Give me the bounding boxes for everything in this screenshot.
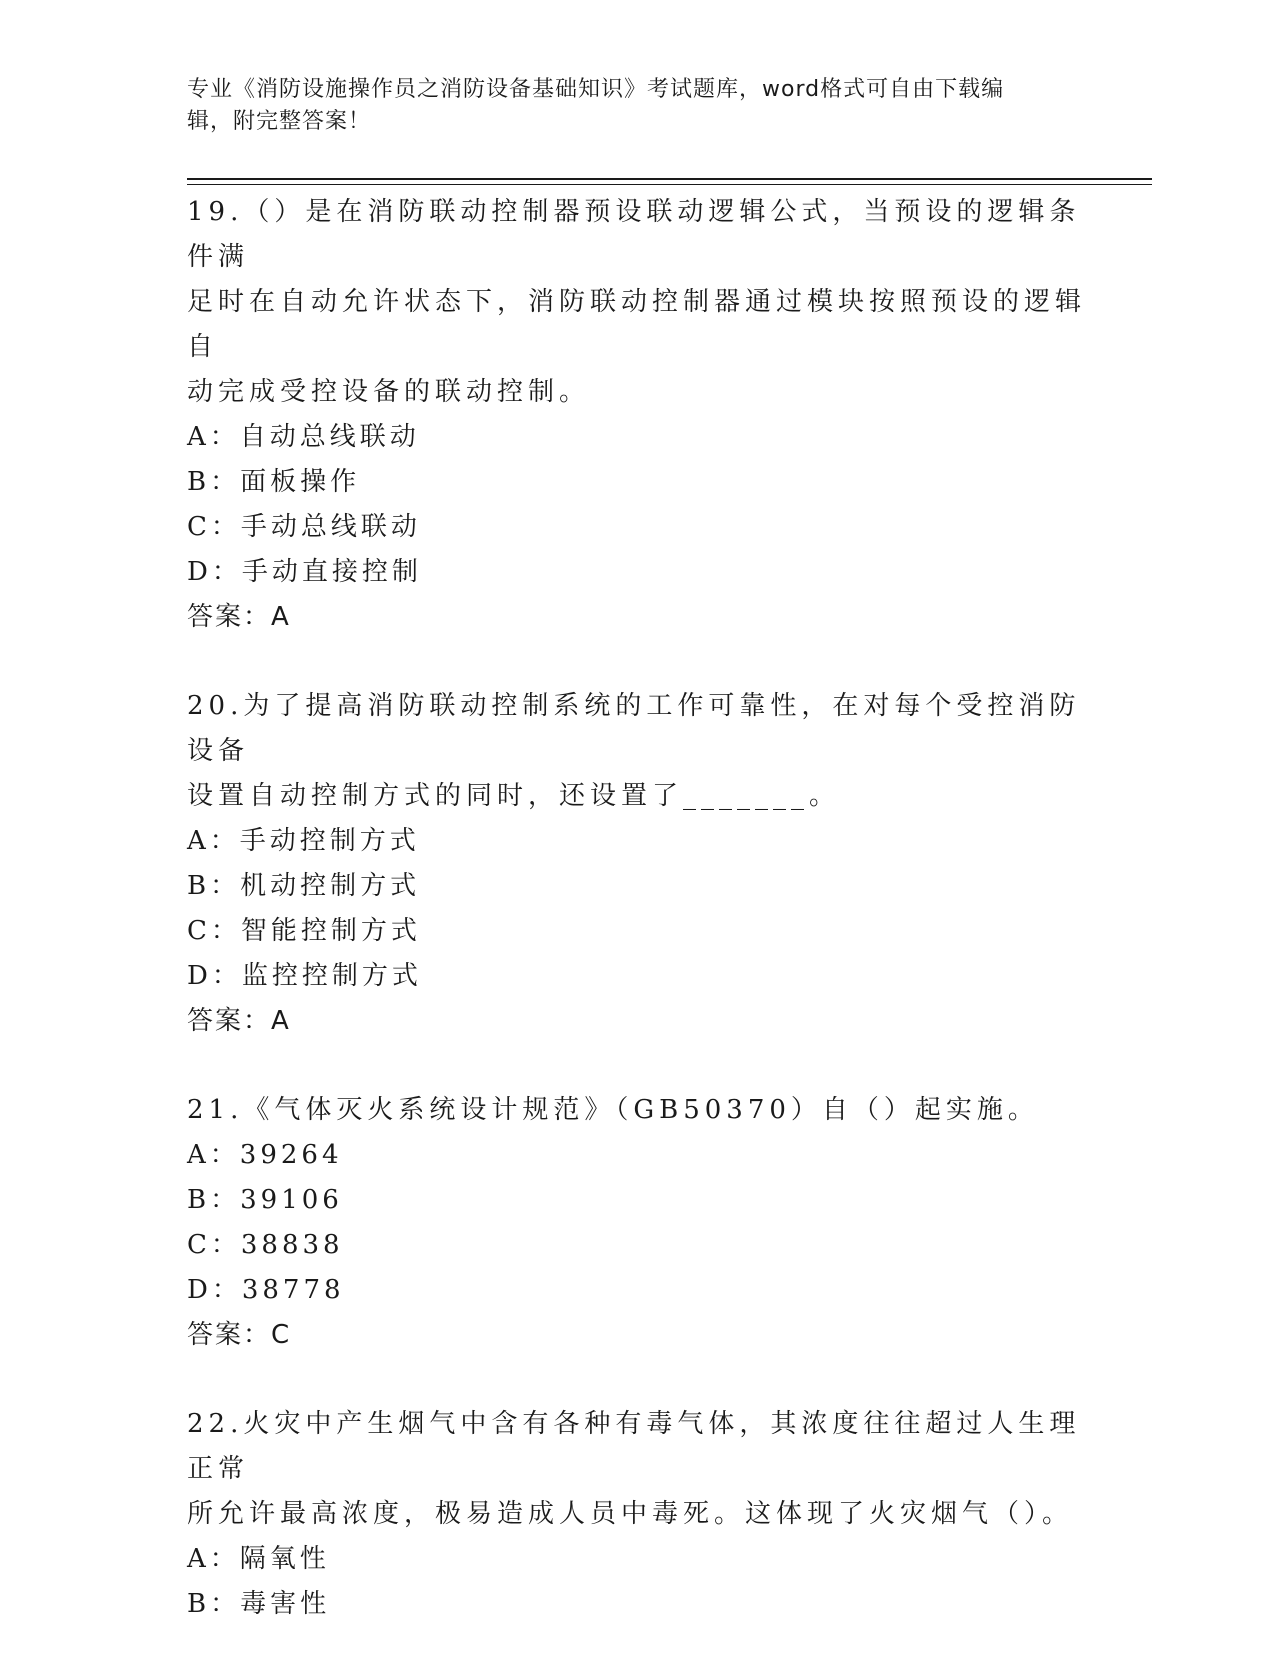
option-b: B：机动控制方式 <box>187 871 421 901</box>
answer-line: 答案：A <box>187 602 291 632</box>
question-21 <box>187 1088 1087 1358</box>
option-c: C：手动总线联动 <box>187 512 421 542</box>
answer-line: 答案：C <box>187 1320 292 1350</box>
option-b: B：面板操作 <box>187 467 361 497</box>
question-19 <box>187 190 1087 640</box>
header-divider-thin <box>187 184 1152 185</box>
option-a: A：39264 <box>187 1140 343 1170</box>
header-line-1: 专业《消防设施操作员之消防设备基础知识》考试题库，word格式可自由下载编 <box>187 77 1005 102</box>
option-c: C：智能控制方式 <box>187 916 421 946</box>
question-22 <box>187 1402 1087 1627</box>
answer-line: 答案：A <box>187 1006 291 1036</box>
question-text-line: 22.火灾中产生烟气中含有各种有毒气体，其浓度往往超过人生理正常 <box>187 1409 1081 1484</box>
header-line-2: 辑，附完整答案！ <box>187 109 372 134</box>
question-text-line: 所允许最高浓度，极易造成人员中毒死。这体现了火灾烟气（）。 <box>187 1499 1074 1529</box>
option-c: C：38838 <box>187 1230 344 1260</box>
question-text-line: 19.（）是在消防联动控制器预设联动逻辑公式，当预设的逻辑条件满 <box>187 197 1081 272</box>
option-a: A：自动总线联动 <box>187 422 420 452</box>
option-d: D：监控控制方式 <box>187 961 422 991</box>
option-a: A：隔氧性 <box>187 1544 330 1574</box>
question-20 <box>187 684 1087 1044</box>
option-d: D：38778 <box>187 1275 345 1305</box>
question-text-line: 动完成受控设备的联动控制。 <box>187 377 591 407</box>
question-text-line: 设置自动控制方式的同时，还设置了_______。 <box>187 781 841 811</box>
option-b: B：39106 <box>187 1185 343 1215</box>
question-text-line: 足时在自动允许状态下，消防联动控制器通过模块按照预设的逻辑自 <box>187 287 1087 362</box>
question-text-line: 20.为了提高消防联动控制系统的工作可靠性，在对每个受控消防设备 <box>187 691 1081 766</box>
option-d: D：手动直接控制 <box>187 557 422 587</box>
document-header <box>187 74 1067 138</box>
option-a: A：手动控制方式 <box>187 826 420 856</box>
header-divider-thick <box>187 178 1152 180</box>
question-text-line: 21.《气体灭火系统设计规范》（GB50370）自（）起实施。 <box>187 1095 1039 1125</box>
question-list <box>187 190 1087 1671</box>
option-b: B：毒害性 <box>187 1589 331 1619</box>
